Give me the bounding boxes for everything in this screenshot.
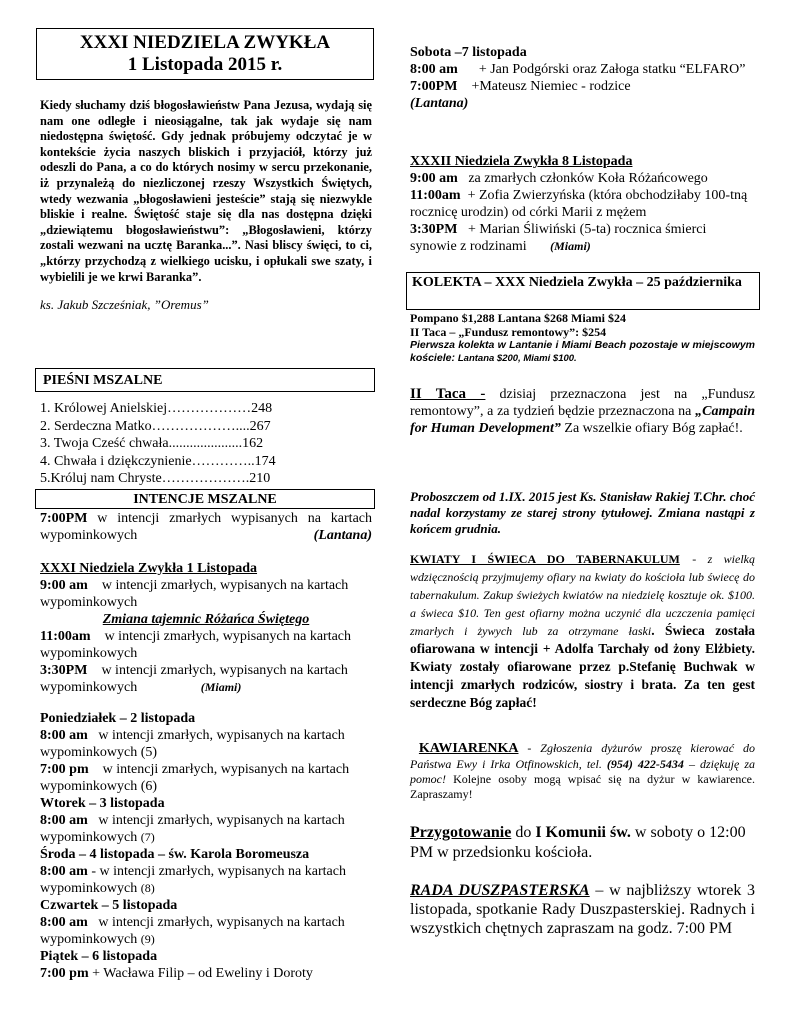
songs-header: PIEŚNI MSZALNE: [43, 373, 163, 388]
page-title: XXXI NIEDZIELA ZWYKŁA: [79, 32, 331, 53]
thursday-title: Czwartek – 5 listopada: [40, 898, 178, 913]
collection-second: II Taca – „Fundusz remontowy”: $254: [410, 325, 607, 339]
rosary-change: Zmiana tajemnic Różańca Świętego: [102, 612, 310, 627]
song-item: 5.Króluj nam Chryste……………….210: [40, 471, 271, 486]
collection-title: KOLEKTA – XXX Niedziela Zwykła – 25 października: [412, 275, 742, 290]
reflection-author: ks. Jakub Szcześniak, ”Oremus”: [40, 297, 209, 313]
mass-mon-8: 8:00 am w intencji zmarłych, wypisanych na kartach wypominkowych (5): [40, 728, 345, 760]
title-box: [36, 28, 374, 80]
song-item: 3. Twoja Cześć chwała.....................162: [40, 436, 264, 451]
collection-box: [406, 272, 760, 310]
second-collection: II Taca - dzisiaj przeznaczona jest na „Fundusz remontowy”, a za tydzień będzie przeznaczona na „Campain for Human Development” Za wszelkie ofiary Bóg zapłać!.: [410, 386, 756, 436]
saturday-section: [410, 44, 755, 112]
songs-header-box: [35, 368, 375, 392]
monday-title: Poniedziałek – 2 listopada: [40, 711, 196, 726]
mass-sat-vigil: 7:00PM w intencji zmarłych wypisanych na kartach wypominkowych (Lantana): [40, 511, 373, 543]
collection-amounts: Pompano $1,288 Lantana $268 Miami $24: [410, 311, 627, 325]
mass-sun2-11: 11:00am + Zofia Zwierzyńska (która obchodziłaby 100-tną rocznicę urodzin) od córki Marii z mężem: [410, 188, 748, 220]
saturday-title: Sobota –7 listopada: [410, 45, 527, 60]
mass-fri-7: 7:00 pm + Wacława Filip – od Eweliny i Doroty: [40, 966, 313, 981]
sunday-title: XXXI Niedziela Zwykła 1 Listopada: [40, 561, 258, 576]
mass-mon-7: 7:00 pm w intencji zmarłych, wypisanych na kartach wypominkowych (6): [40, 762, 350, 794]
intentions-header: INTENCJE MSZALNE: [133, 492, 277, 507]
song-item: 1. Królowej Anielskiej………………248: [40, 401, 273, 416]
sunday2-title: XXXII Niedziela Zwykła 8 Listopada: [410, 154, 633, 169]
reflection-text: Kiedy słuchamy dziś błogosławieństw Pana Jezusa, wydają się nam one odległe i nieosiągalne, tak jak wydaje się nam niedostępna świętość. Gdy jednak próbujemy odczytać je w kontekście życia naszych bliskich i przyjaciół, którzy już odeszli do Pana, a co do których nosimy w sercu przekonanie, iż przynależą do niezliczonej rzeszy Wszystkich Świętych, wtedy wezwania „błogosławieni jesteście” stają się niezwykle bliskie i realne. Świętość staje się dla nas dostępna dzięki „dziewiątemu błogosławieństwu”: „Błogosławieni, którzy zostali wezwani na ucztę Baranka...”. Nasi bliscy święci, to ci, „którzy przychodzą z wielkiego ucisku, i opłukali swe szaty, i wybielili je we krwi Baranka”.: [40, 98, 372, 284]
songs-list: [40, 400, 372, 488]
page-date: 1 Listopada 2015 r.: [127, 54, 283, 75]
reflection: [40, 98, 372, 313]
mass-sun-9: 9:00 am w intencji zmarłych, wypisanych na kartach wypominkowych: [40, 578, 349, 610]
council-section: RADA DUSZPASTERSKA – w najbliższy wtorek 3 listopada, spotkanie Rady Duszpasterskiej. Radnych i wszystkich chętnych zapraszam na godz. 7:00 PM: [410, 882, 756, 937]
mass-sun2-330: 3:30PM + Marian Śliwiński (5-ta) rocznica śmierci synowie z rodzinami (Miami): [410, 222, 707, 254]
mass-sun-330: 3:30PM w intencji zmarłych, wypisanych na kartach wypominkowych (Miami): [40, 663, 348, 695]
mass-sat-7-place: (Lantana): [410, 96, 469, 111]
wednesday-title: Środa – 4 listopada – św. Karola Boromeusza: [40, 847, 310, 862]
collection-note: Pierwsza kolekta w Lantanie i Miami Beach pozostaje w miejscowym kościele: Lantana $200, Miami $100.: [410, 339, 755, 364]
friday-title: Piątek – 6 listopada: [40, 949, 158, 964]
tuesday-title: Wtorek – 3 listopada: [40, 796, 165, 811]
pastor-note: Proboszczem od 1.IX. 2015 jest Ks. Stanisław Rakiej T.Chr. choć nadal korzystamy ze starej strony tytułowej. Zmiana nastąpi z końcem grudnia.: [410, 489, 755, 536]
mass-tue-8: 8:00 am w intencji zmarłych, wypisanych na kartach wypominkowych (7): [40, 813, 345, 845]
communion-section: Przygotowanie do I Komunii św. w soboty o 12:00 PM w przedsionku kościoła.: [410, 824, 746, 861]
intentions-header-box: [35, 489, 375, 509]
song-item: 2. Serdeczna Matko………………....267: [40, 418, 271, 434]
sunday2-section: [410, 153, 755, 255]
cafe-section: KAWIARENKA - Zgłoszenia dyżurów proszę kierować do Państwa Ewy i Irka Otfinowskich, tel. (954) 422-5434 – dziękuję za pomoc! Kolejne osoby mogą wpisać się na dyżur w kawiarence. Zapraszamy!: [410, 741, 756, 801]
flowers-section: KWIATY I ŚWIECA DO TABERNAKULUM - z wielką wdzięcznością przyjmujemy ofiary na kwiaty do kościoła lub świecę do tabernakulum. Zakup świeżych kwiatów na niedzielę kosztuje ok. $100. a świeca $10. Ten gest ofiarny można uczynić dla uczczenia pamięci zmarłych i żywych lub za otrzymane łaski. Świeca została ofiarowana w intencji + Adolfa Tarchały od żony Elżbiety. Kwiaty zostały ofiarowane przez p.Stefanię Buchwak w intencji zmarłych rodziców, siostry i brata. Za ten gest serdeczne Bóg zapłać!: [410, 552, 755, 710]
collection-details: [410, 311, 755, 365]
mass-wed-8: 8:00 am - w intencji zmarłych, wypisanych na kartach wypominkowych (8): [40, 864, 346, 896]
song-item: 4. Chwała i dziękczynienie…………..174: [40, 453, 276, 469]
mass-thu-8: 8:00 am w intencji zmarłych, wypisanych na kartach wypominkowych (9): [40, 915, 345, 947]
intentions-list: [40, 510, 372, 982]
mass-sat-7: 7:00PM +Mateusz Niemiec - rodzice: [410, 79, 631, 94]
mass-sun-11: 11:00am w intencji zmarłych, wypisanych na kartach wypominkowych: [40, 629, 352, 661]
mass-sun2-9: 9:00 am za zmarłych członków Koła Różańcowego: [410, 171, 708, 186]
mass-sat-8: 8:00 am + Jan Podgórski oraz Załoga statku “ELFARO”: [410, 62, 746, 77]
